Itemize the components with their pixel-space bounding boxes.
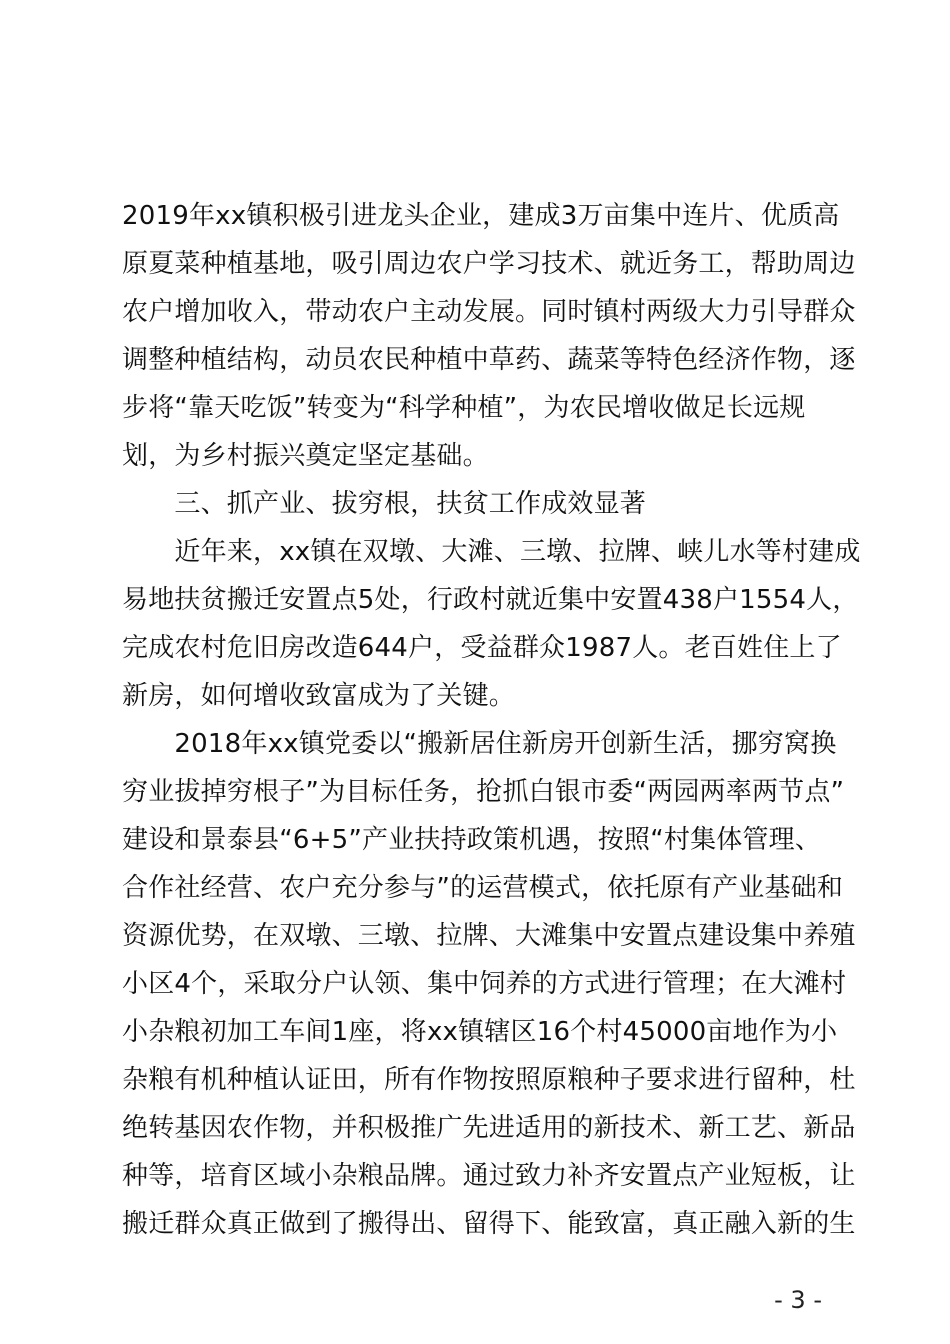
text-line: 原夏菜种植基地，吸引周边农户学习技术、就近务工，帮助周边: [122, 249, 856, 279]
text-line: 步将“靠天吃饭”转变为“科学种植”，为农民增收做足长远规: [122, 393, 806, 423]
text-line: 小杂粮初加工车间1座，将xx镇辖区16个村45000亩地作为小: [122, 1017, 838, 1047]
text-line: 2019年xx镇积极引进龙头企业，建成3万亩集中连片、优质高: [122, 201, 840, 231]
text-line: 完成农村危旧房改造644户，受益群众1987人。老百姓住上了: [122, 633, 842, 663]
text-line: 小区4个，采取分户认领、集中饲养的方式进行管理；在大滩村: [122, 969, 847, 999]
text-line: 易地扶贫搬迁安置点5处，行政村就近集中安置438户1554人，: [122, 585, 859, 615]
text-line: 农户增加收入，带动农户主动发展。同时镇村两级大力引导群众: [122, 297, 856, 327]
text-line: 划，为乡村振兴奠定坚定基础。: [122, 441, 489, 471]
text-line: 资源优势，在双墩、三墩、拉牌、大滩集中安置点建设集中养殖: [122, 921, 856, 951]
text-line: 搬迁群众真正做到了搬得出、留得下、能致富，真正融入新的生: [122, 1209, 856, 1239]
text-line: 调整种植结构，动员农民种植中草药、蔬菜等特色经济作物，逐: [122, 345, 856, 375]
text-line: 新房，如何增收致富成为了关键。: [122, 681, 516, 711]
section-heading: 三、抓产业、拔穷根，扶贫工作成效显著: [122, 489, 647, 519]
body-text: [122, 192, 861, 1248]
text-line: 近年来，xx镇在双墩、大滩、三墩、拉牌、峡儿水等村建成: [122, 537, 861, 567]
text-line: 合作社经营、农户充分参与”的运营模式，依托原有产业基础和: [122, 873, 844, 903]
page-number: - 3 -: [774, 1286, 822, 1314]
text-line: 绝转基因农作物，并积极推广先进适用的新技术、新工艺、新品: [122, 1113, 856, 1143]
text-line: 穷业拔掉穷根子”为目标任务，抢抓白银市委“两园两率两节点”: [122, 777, 845, 807]
text-line: 建设和景泰县“6+5”产业扶持政策机遇，按照“村集体管理、: [122, 825, 822, 855]
text-line: 2018年xx镇党委以“搬新居住新房开创新生活，挪穷窝换: [122, 729, 837, 759]
text-line: 种等，培育区域小杂粮品牌。通过致力补齐安置点产业短板，让: [122, 1161, 856, 1191]
text-line: 杂粮有机种植认证田，所有作物按照原粮种子要求进行留种，杜: [122, 1065, 856, 1095]
